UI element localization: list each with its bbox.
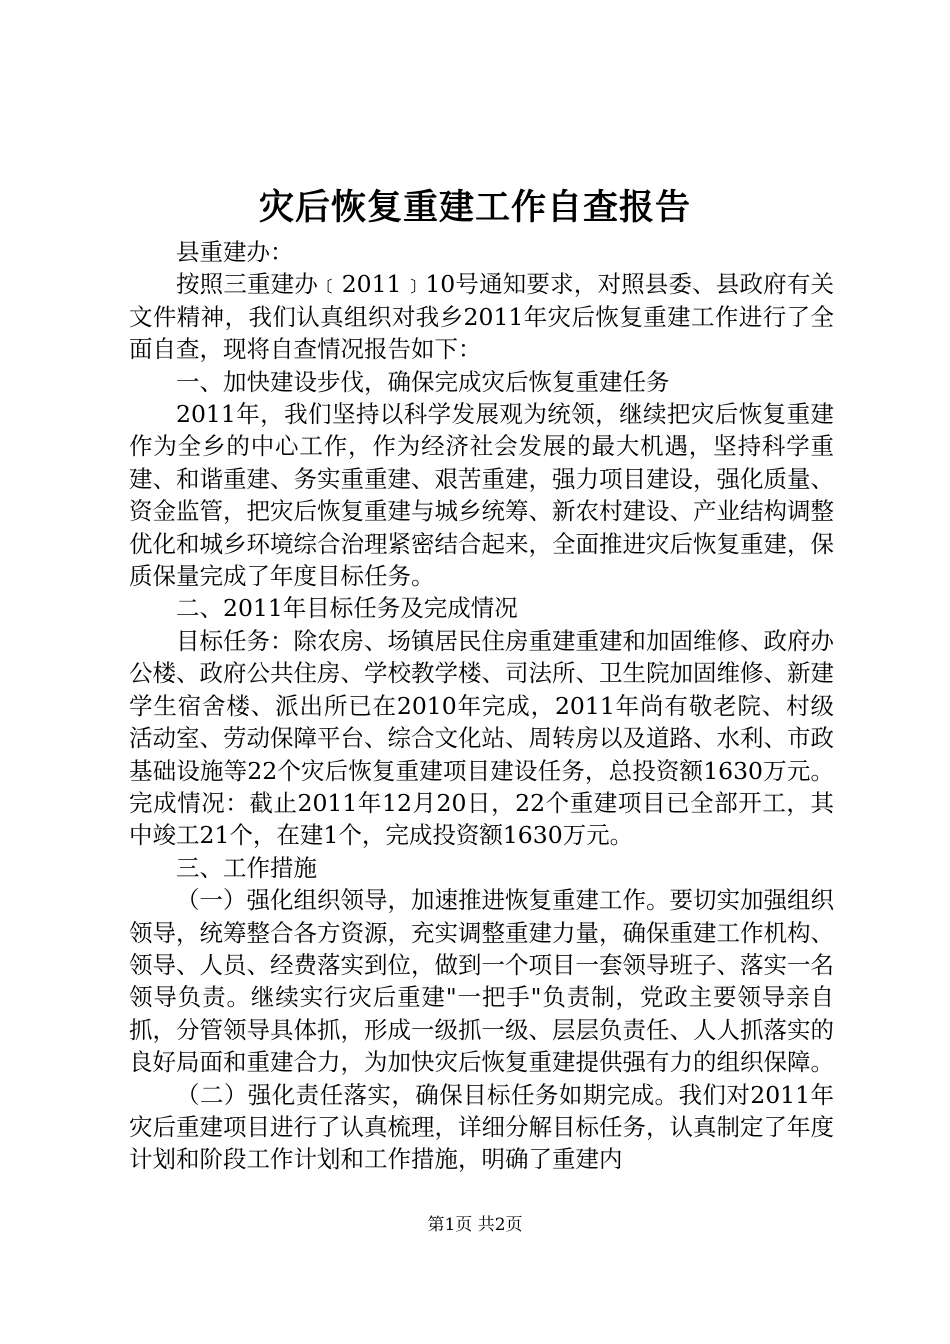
- document-body: [129, 236, 834, 1176]
- paragraph-measure-1: （一）强化组织领导，加速推进恢复重建工作。要切实加强组织领导，统筹整合各方资源，充实调整重建力量，确保重建工作机构、领导、人员、经费落实到位，做到一个项目一套领导班子、落实一名领导负责。继续实行灾后重建"一把手"负责制，党政主要领导亲自抓，分管领导具体抓，形成一级抓一级、层层负责任、人人抓落实的良好局面和重建合力，为加快灾后恢复重建提供强有力的组织保障。: [129, 886, 834, 1077]
- page-footer: 第1页 共2页: [427, 1215, 523, 1235]
- section-heading-2: 二、2011年目标任务及完成情况: [176, 594, 518, 623]
- paragraph-measure-2: （二）强化责任落实，确保目标任务如期完成。我们对2011年灾后重建项目进行了认真梳理，详细分解目标任务，认真制定了年度计划和阶段工作计划和工作措施，明确了重建内: [129, 1080, 834, 1174]
- document-title: 灾后恢复重建工作自查报告: [258, 187, 691, 228]
- paragraph-section-1: 2011年，我们坚持以科学发展观为统领，继续把灾后恢复重建作为全乡的中心工作，作为经济社会发展的最大机遇，坚持科学重建、和谐重建、务实重重建、艰苦重建，强力项目建设，强化质量、资金监管，把灾后恢复重建与城乡统筹、新农村建设、产业结构调整优化和城乡环境综合治理紧密结合起来，全面推进灾后恢复重建，保质保量完成了年度目标任务。: [129, 400, 834, 591]
- section-heading-1: 一、加快建设步伐，确保完成灾后恢复重建任务: [176, 367, 670, 396]
- paragraph-section-2: 目标任务：除农房、场镇居民住房重建重建和加固维修、政府办公楼、政府公共住房、学校教学楼、司法所、卫生院加固维修、新建学生宿舍楼、派出所已在2010年完成，2011年尚有敬老院、村级活动室、劳动保障平台、综合文化站、周转房以及道路、水利、市政基础设施等22个灾后恢复重建项目建设任务，总投资额1630万元。完成情况：截止2011年12月20日，22个重建项目已全部开工，其中竣工21个，在建1个，完成投资额1630万元。: [129, 626, 834, 850]
- paragraph-intro: 按照三重建办﹝2011﹞10号通知要求，对照县委、县政府有关文件精神，我们认真组织对我乡2011年灾后恢复重建工作进行了全面自查，现将自查情况报告如下：: [129, 270, 834, 364]
- salutation: 县重建办：: [176, 238, 294, 266]
- section-heading-3: 三、工作措施: [176, 853, 317, 882]
